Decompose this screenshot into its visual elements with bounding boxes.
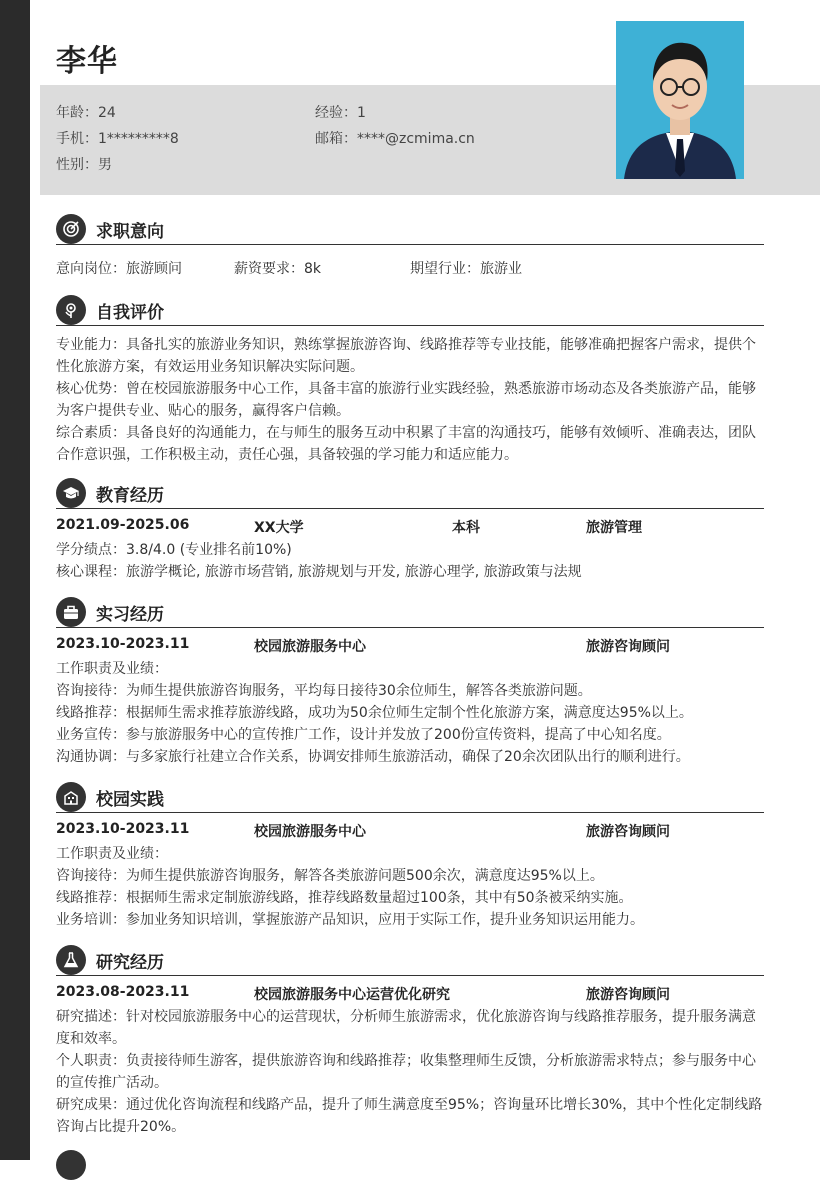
section-header: [56, 478, 764, 509]
section-campus-practice: [56, 782, 764, 931]
campus-org: 校园旅游服务中心: [254, 824, 366, 840]
campus-line: 业务培训：参加业务知识培训，掌握旅游产品知识，应用于实际工作，提升业务知识运用能力。: [56, 912, 644, 928]
research-item: 个人职责：负责接待师生游客，提供旅游咨询和线路推荐；收集整理师生反馈，分析旅游需求特点；参与服务中心的宣传推广活动。: [56, 1053, 756, 1091]
graduation-cap-icon: [56, 478, 86, 508]
briefcase-icon: [56, 597, 86, 627]
research-role: 旅游咨询顾问: [586, 987, 670, 1003]
intent-industry: 期望行业：旅游业: [410, 261, 522, 277]
education-details: [56, 539, 764, 583]
campus-line: 咨询接待：为师生提供旅游咨询服务，解答各类旅游问题500余次，满意度达95%以上。: [56, 868, 604, 884]
experience-info: 经验：1: [315, 105, 366, 121]
internship-period: 2023.10-2023.11: [56, 636, 190, 652]
internship-org: 校园旅游服务中心: [254, 639, 366, 655]
intent-position: 意向岗位：旅游顾问: [56, 261, 182, 277]
section-self-evaluation: [56, 295, 764, 466]
section-job-intent: [56, 214, 764, 278]
internship-line: 业务宣传：参与旅游服务中心的宣传推广工作，设计并发放了200份宣传资料，提高了中心知名度。: [56, 727, 671, 743]
education-row: [56, 515, 764, 537]
profile-photo: [616, 21, 744, 179]
research-row: [56, 982, 764, 1004]
education-line: 核心课程：旅游学概论, 旅游市场营销, 旅游规划与开发, 旅游心理学, 旅游政策与法规: [56, 564, 582, 580]
section-internship: [56, 597, 764, 768]
campus-role: 旅游咨询顾问: [586, 824, 670, 840]
section-header: [56, 295, 764, 326]
campus-period: 2023.10-2023.11: [56, 821, 190, 837]
internship-role: 旅游咨询顾问: [586, 639, 670, 655]
education-major: 旅游管理: [586, 520, 642, 536]
section-header: [56, 214, 764, 245]
section-research: [56, 945, 764, 1138]
phone-info: 手机：1*********8: [56, 131, 179, 147]
research-period: 2023.08-2023.11: [56, 984, 190, 1000]
research-item: 研究成果：通过优化咨询流程和线路产品，提升了师生满意度至95%；咨询量环比增长30%，其中个性化定制线路咨询占比提升20%。: [56, 1097, 763, 1135]
email-info: 邮箱：****@zcmima.cn: [315, 131, 475, 147]
section-header: [56, 945, 764, 976]
campus-line: 线路推荐：根据师生需求定制旅游线路，推荐线路数量超过100条，其中有50条被采纳实施。: [56, 890, 633, 906]
internship-line: 工作职责及业绩：: [56, 661, 168, 677]
flower-icon: [56, 295, 86, 325]
campus-line: 工作职责及业绩：: [56, 846, 168, 862]
education-school: XX大学: [254, 520, 304, 536]
internship-details: [56, 658, 764, 768]
internship-row: [56, 634, 764, 656]
intent-row: [56, 256, 764, 278]
flask-icon: [56, 945, 86, 975]
section-header: [56, 782, 764, 813]
education-period: 2021.09-2025.06: [56, 517, 190, 533]
section-education: [56, 478, 764, 583]
section-header: [56, 597, 764, 628]
internship-line: 沟通协调：与多家旅行社建立合作关系，协调安排师生旅游活动，确保了20余次团队出行的顺利进行。: [56, 749, 690, 765]
left-accent-bar: [0, 0, 30, 1160]
research-project: 校园旅游服务中心运营优化研究: [254, 987, 450, 1003]
research-details: [56, 1006, 764, 1138]
building-icon: [56, 782, 86, 812]
next-section-icon: [56, 1150, 86, 1180]
section-title: 实习经历: [96, 605, 164, 625]
target-icon: [56, 214, 86, 244]
self-eval-list: [56, 334, 764, 466]
self-eval-item: 核心优势：曾在校园旅游服务中心工作，具备丰富的旅游行业实践经验，熟悉旅游市场动态及各类旅游产品，能够为客户提供专业、贴心的服务，赢得客户信赖。: [56, 381, 756, 419]
age-info: 年龄：24: [56, 105, 116, 121]
self-eval-item: 综合素质：具备良好的沟通能力，在与师生的服务互动中积累了丰富的沟通技巧，能够有效倾听、准确表达，团队合作意识强，工作积极主动，责任心强，具备较强的学习能力和适应能力。: [56, 425, 756, 463]
intent-salary: 薪资要求：8k: [234, 261, 322, 277]
campus-details: [56, 843, 764, 931]
research-item: 研究描述：针对校园旅游服务中心的运营现状，分析师生旅游需求，优化旅游咨询与线路推荐服务，提升服务满意度和效率。: [56, 1009, 756, 1047]
section-title: 自我评价: [96, 303, 164, 323]
internship-line: 咨询接待：为师生提供旅游咨询服务，平均每日接待30余位师生，解答各类旅游问题。: [56, 683, 592, 699]
candidate-name: 李华: [56, 44, 118, 79]
education-line: 学分绩点：3.8/4.0 (专业排名前10%): [56, 542, 292, 558]
section-title: 求职意向: [96, 222, 164, 242]
self-eval-item: 专业能力：具备扎实的旅游业务知识，熟练掌握旅游咨询、线路推荐等专业技能，能够准确把握客户需求，提供个性化旅游方案，有效运用业务知识解决实际问题。: [56, 337, 756, 375]
internship-line: 线路推荐：根据师生需求推荐旅游线路，成功为50余位师生定制个性化旅游方案，满意度达95%以上。: [56, 705, 693, 721]
gender-info: 性别：男: [56, 157, 112, 173]
section-title: 校园实践: [96, 790, 164, 810]
section-title: 教育经历: [96, 486, 164, 506]
campus-row: [56, 819, 764, 841]
education-degree: 本科: [452, 520, 480, 536]
section-title: 研究经历: [96, 953, 164, 973]
